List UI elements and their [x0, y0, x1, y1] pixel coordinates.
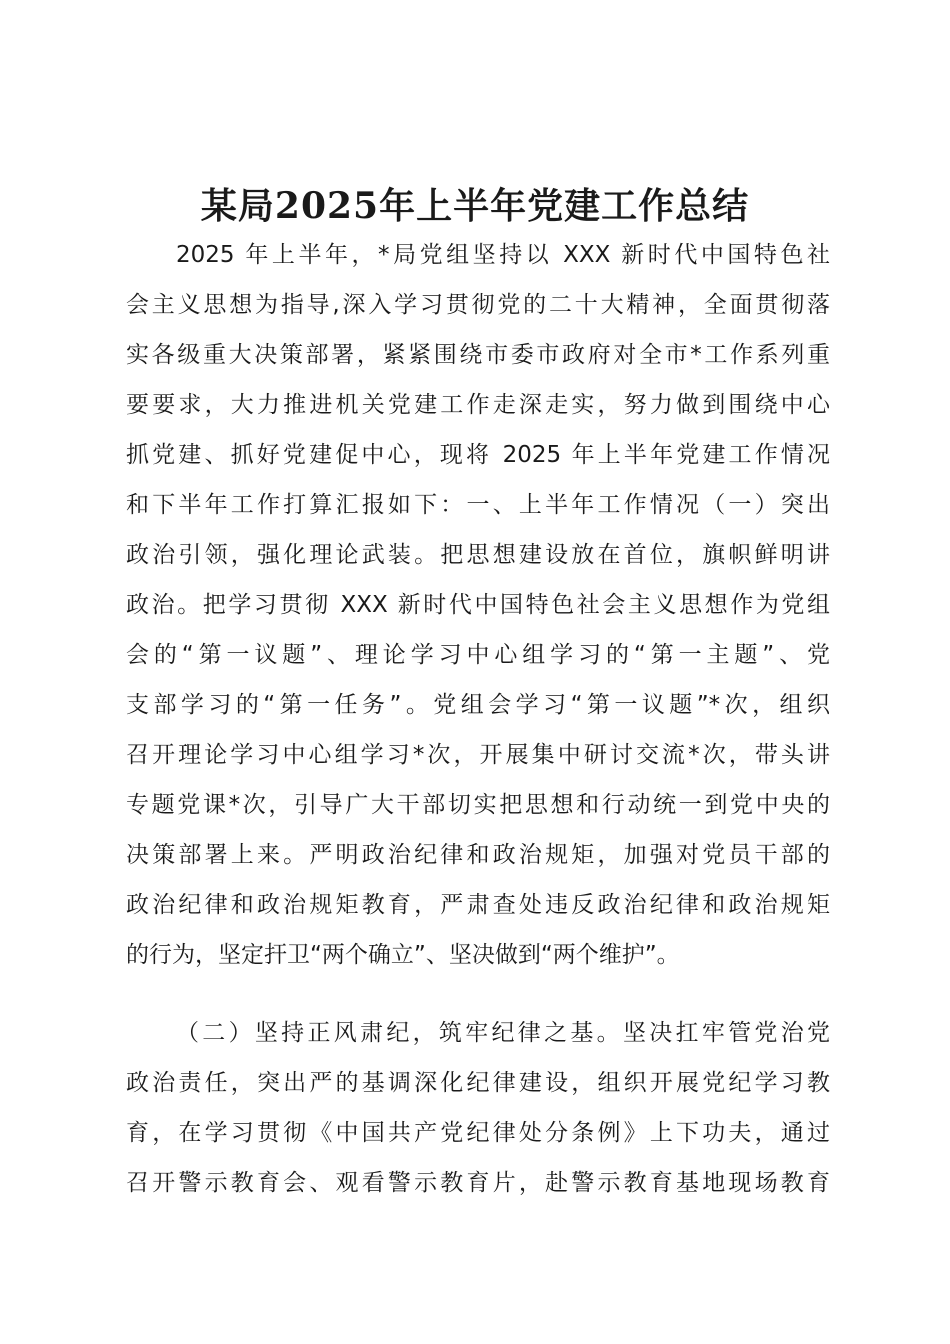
document-title: 某局2025年上半年党建工作总结 — [200, 185, 750, 227]
text-line: 决策部署上来。严明政治纪律和政治规矩，加强对党员干部的 — [126, 842, 830, 868]
text-line: 会的“第一议题”、理论学习中心组学习的“第一主题”、党 — [126, 642, 830, 668]
text-line: （二）坚持正风肃纪，筑牢纪律之基。坚决扛牢管党治党 — [176, 1020, 830, 1046]
paragraph-1 — [126, 230, 830, 980]
text-line: 的行为，坚定扞卫“两个确立”、坚决做到“两个维护”。 — [126, 942, 680, 968]
text-line: 政治纪律和政治规矩教育，严肃查处违反政治纪律和政治规矩 — [126, 892, 830, 918]
text-line: 2025 年上半年，*局党组坚持以 XXX 新时代中国特色社 — [176, 242, 830, 268]
text-line: 政治责任，突出严的基调深化纪律建设，组织开展党纪学习教 — [126, 1070, 830, 1096]
text-line: 会主义思想为指导,深入学习贯彻党的二十大精神，全面贯彻落 — [126, 292, 830, 318]
text-line: 抓党建、抓好党建促中心，现将 2025 年上半年党建工作情况 — [126, 442, 830, 468]
text-line: 支部学习的“第一任务”。党组会学习“第一议题”*次，组织 — [126, 692, 830, 718]
text-line: 政治。把学习贯彻 XXX 新时代中国特色社会主义思想作为党组 — [126, 592, 830, 618]
text-line: 要要求，大力推进机关党建工作走深走实，努力做到围绕中心 — [126, 392, 830, 418]
text-line: 和下半年工作打算汇报如下：一、上半年工作情况（一）突出 — [126, 492, 830, 518]
text-line: 实各级重大决策部署，紧紧围绕市委市政府对全市*工作系列重 — [126, 342, 830, 368]
paragraph-2 — [126, 1008, 830, 1208]
text-line: 育，在学习贯彻《中国共产党纪律处分条例》上下功夫，通过 — [126, 1120, 830, 1146]
text-line: 专题党课*次，引导广大干部切实把思想和行动统一到党中央的 — [126, 792, 830, 818]
text-line: 召开警示教育会、观看警示教育片，赴警示教育基地现场教育 — [126, 1170, 830, 1196]
text-line: 政治引领，强化理论武装。把思想建设放在首位，旗帜鲜明讲 — [126, 542, 830, 568]
text-line: 召开理论学习中心组学习*次，开展集中研讨交流*次，带头讲 — [126, 742, 830, 768]
